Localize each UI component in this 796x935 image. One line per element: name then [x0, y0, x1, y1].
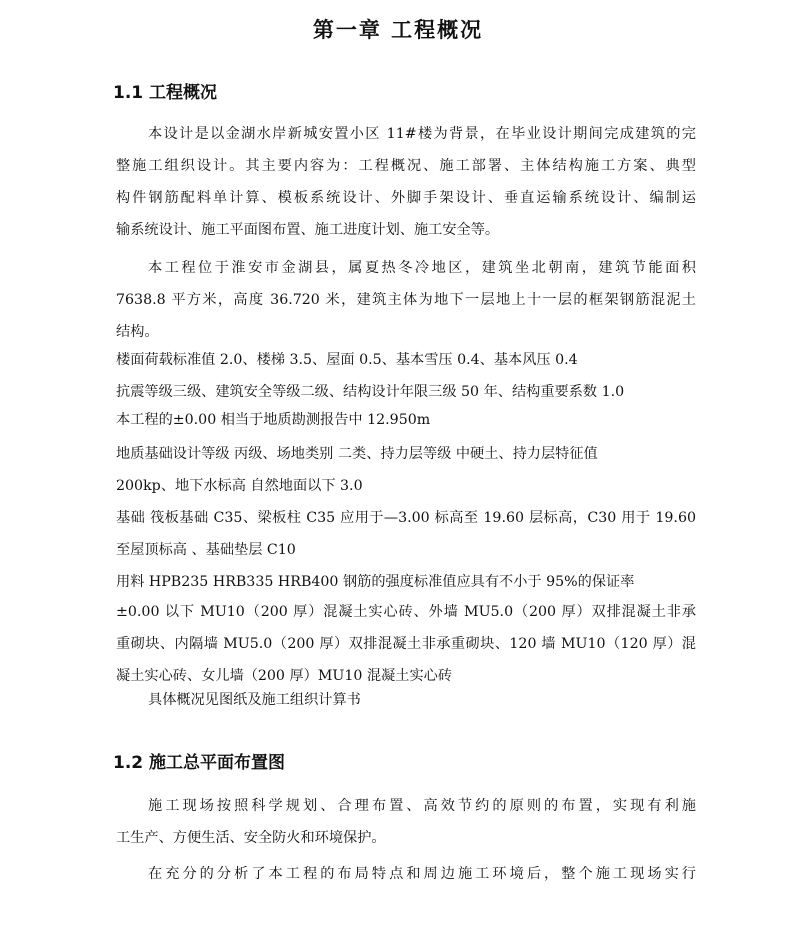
paragraph-line: 在充分的分析了本工程的布局特点和周边施工环境后，整个施工现场实行 [148, 866, 696, 882]
paragraph-line: 200kp、地下水标高 自然地面以下 3.0 [116, 478, 363, 494]
paragraph-line: 凝土实心砖、女儿墙（200 厚）MU10 混凝土实心砖 [116, 668, 453, 684]
paragraph-line: 用料 HPB235 HRB335 HRB400 钢筋的强度标准值应具有不小于 95%的保证率 [116, 574, 635, 590]
paragraph-line: 7638.8 平方米，高度 36.720 米，建筑主体为地下一层地上十一层的框架钢筋混泥土 [116, 292, 696, 308]
paragraph-line: 重砌块、内隔墙 MU5.0（200 厚）双排混凝土非承重砌块、120 墙 MU10（120 厚）混 [116, 636, 696, 652]
section-heading-1-1: 1.1 工程概况 [113, 83, 218, 103]
paragraph-line: 地质基础设计等级 丙级、场地类别 二类、持力层等级 中硬土、持力层特征值 [116, 446, 598, 462]
paragraph-line: 楼面荷载标准值 2.0、楼梯 3.5、屋面 0.5、基本雪压 0.4、基本风压 0.4 [116, 352, 578, 368]
paragraph-line: 构件钢筋配料单计算、模板系统设计、外脚手架设计、垂直运输系统设计、编制运 [116, 190, 696, 206]
paragraph-line: 抗震等级三级、建筑安全等级二级、结构设计年限三级 50 年、结构重要系数 1.0 [116, 384, 625, 400]
chapter-title: 第一章 工程概况 [312, 18, 484, 42]
paragraph-line: 工生产、方便生活、安全防火和环境保护。 [116, 830, 386, 846]
section-heading-1-2: 1.2 施工总平面布置图 [113, 753, 286, 773]
paragraph-line: 本工程位于淮安市金湖县，属夏热冬冷地区，建筑坐北朝南，建筑节能面积 [148, 260, 696, 276]
paragraph-line: ±0.00 以下 MU10（200 厚）混凝土实心砖、外墙 MU5.0（200 厚）双排混凝土非承 [116, 604, 696, 620]
paragraph-line: 基础 筏板基础 C35、梁板柱 C35 应用于—3.00 标高至 19.60 层标高，C30 用于 19.60 [116, 510, 696, 526]
paragraph-line: 输系统设计、施工平面图布置、施工进度计划、施工安全等。 [116, 222, 500, 238]
paragraph-line: 结构。 [116, 324, 159, 340]
paragraph-line: 本设计是以金湖水岸新城安置小区 11#楼为背景，在毕业设计期间完成建筑的完 [148, 126, 696, 142]
paragraph-line: 具体概况见图纸及施工组织计算书 [148, 692, 361, 708]
paragraph-line: 至屋顶标高 、基础垫层 C10 [116, 542, 296, 558]
paragraph-line: 本工程的±0.00 相当于地质勘测报告中 12.950m [116, 412, 431, 428]
paragraph-line: 整施工组织设计。其主要内容为：工程概况、施工部署、主体结构施工方案、典型 [116, 158, 696, 174]
paragraph-line: 施工现场按照科学规划、合理布置、高效节约的原则的布置，实现有利施 [148, 798, 696, 814]
